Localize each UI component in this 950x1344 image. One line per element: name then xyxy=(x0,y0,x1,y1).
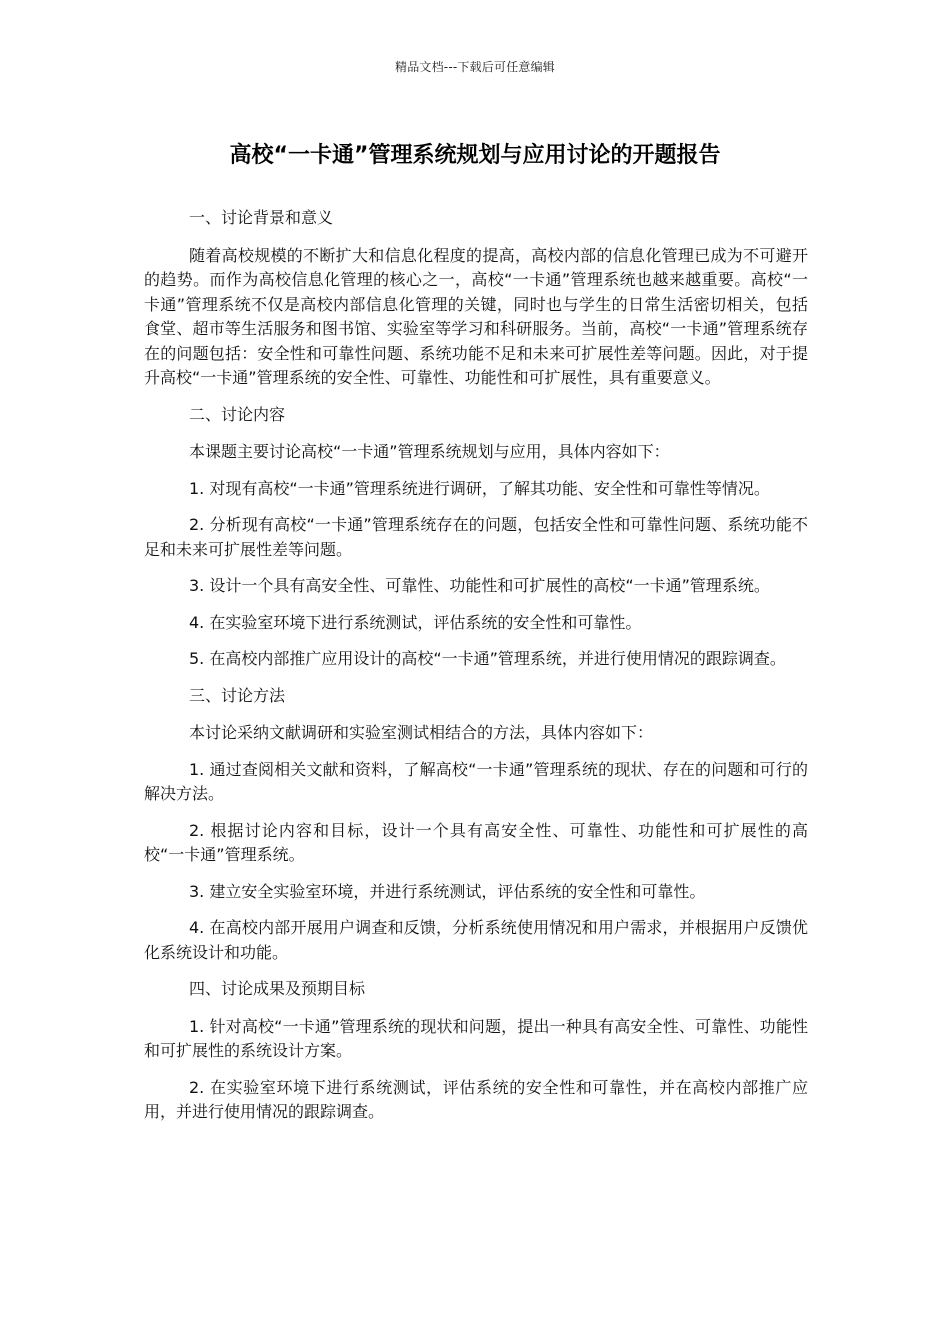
paragraph-background: 随着高校规模的不断扩大和信息化程度的提高，高校内部的信息化管理已成为不可避开的趋势。而作为高校信息化管理的核心之一，高校“一卡通”管理系统也越来越重要。高校“一卡通”管理系统不仅是高校内部信息化管理的关键，同时也与学生的日常生活密切相关，包括食堂、超市等生活服务和图书馆、实验室等学习和科研服务。当前，高校“一卡通”管理系统存在的问题包括：安全性和可靠性问题、系统功能不足和未来可扩展性差等问题。因此，对于提升高校“一卡通”管理系统的安全性、可靠性、功能性和可扩展性，具有重要意义。 xyxy=(144,245,808,387)
header-note: 精品文档---下载后可任意编辑 xyxy=(395,60,555,74)
section-heading-method: 三、讨论方法 xyxy=(189,685,286,705)
list-item: 2. 在实验室环境下进行系统测试，评估系统的安全性和可靠性，并在高校内部推广应用，并进行使用情况的跟踪调查。 xyxy=(144,1077,808,1121)
list-item: 1. 通过查阅相关文献和资料，了解高校“一卡通”管理系统的现状、存在的问题和可行的解决方法。 xyxy=(144,759,808,803)
list-item: 2. 分析现有高校“一卡通”管理系统存在的问题，包括安全性和可靠性问题、系统功能不足和未来可扩展性差等问题。 xyxy=(144,515,808,559)
list-item: 5. 在高校内部推广应用设计的高校“一卡通”管理系统，并进行使用情况的跟踪调查。 xyxy=(189,649,786,668)
list-item: 1. 针对高校“一卡通”管理系统的现状和问题，提出一种具有高安全性、可靠性、功能性和可扩展性的系统设计方案。 xyxy=(144,1016,808,1060)
list-item: 3. 建立安全实验室环境，并进行系统测试，评估系统的安全性和可靠性。 xyxy=(189,881,706,901)
document-title: 高校“一卡通”管理系统规划与应用讨论的开题报告 xyxy=(229,143,721,168)
document-body xyxy=(144,206,808,1137)
section-heading-content: 二、讨论内容 xyxy=(189,404,286,424)
paragraph-content-intro: 本课题主要讨论高校“一卡通”管理系统规划与应用，具体内容如下： xyxy=(189,442,670,461)
section-heading-results: 四、讨论成果及预期目标 xyxy=(189,979,366,998)
section-heading-background: 一、讨论背景和意义 xyxy=(189,208,334,227)
list-item: 4. 在高校内部开展用户调查和反馈，分析系统使用情况和用户需求，并根据用户反馈优化系统设计和功能。 xyxy=(144,918,808,962)
list-item: 3. 设计一个具有高安全性、可靠性、功能性和可扩展性的高校“一卡通”管理系统。 xyxy=(189,576,770,595)
list-item: 1. 对现有高校“一卡通”管理系统进行调研，了解其功能、安全性和可靠性等情况。 xyxy=(189,478,770,498)
list-item: 2. 根据讨论内容和目标，设计一个具有高安全性、可靠性、功能性和可扩展性的高校“一卡通”管理系统。 xyxy=(144,820,808,864)
paragraph-method-intro: 本讨论采纳文献调研和实验室测试相结合的方法，具体内容如下： xyxy=(189,723,654,742)
list-item: 4. 在实验室环境下进行系统测试，评估系统的安全性和可靠性。 xyxy=(189,612,642,632)
